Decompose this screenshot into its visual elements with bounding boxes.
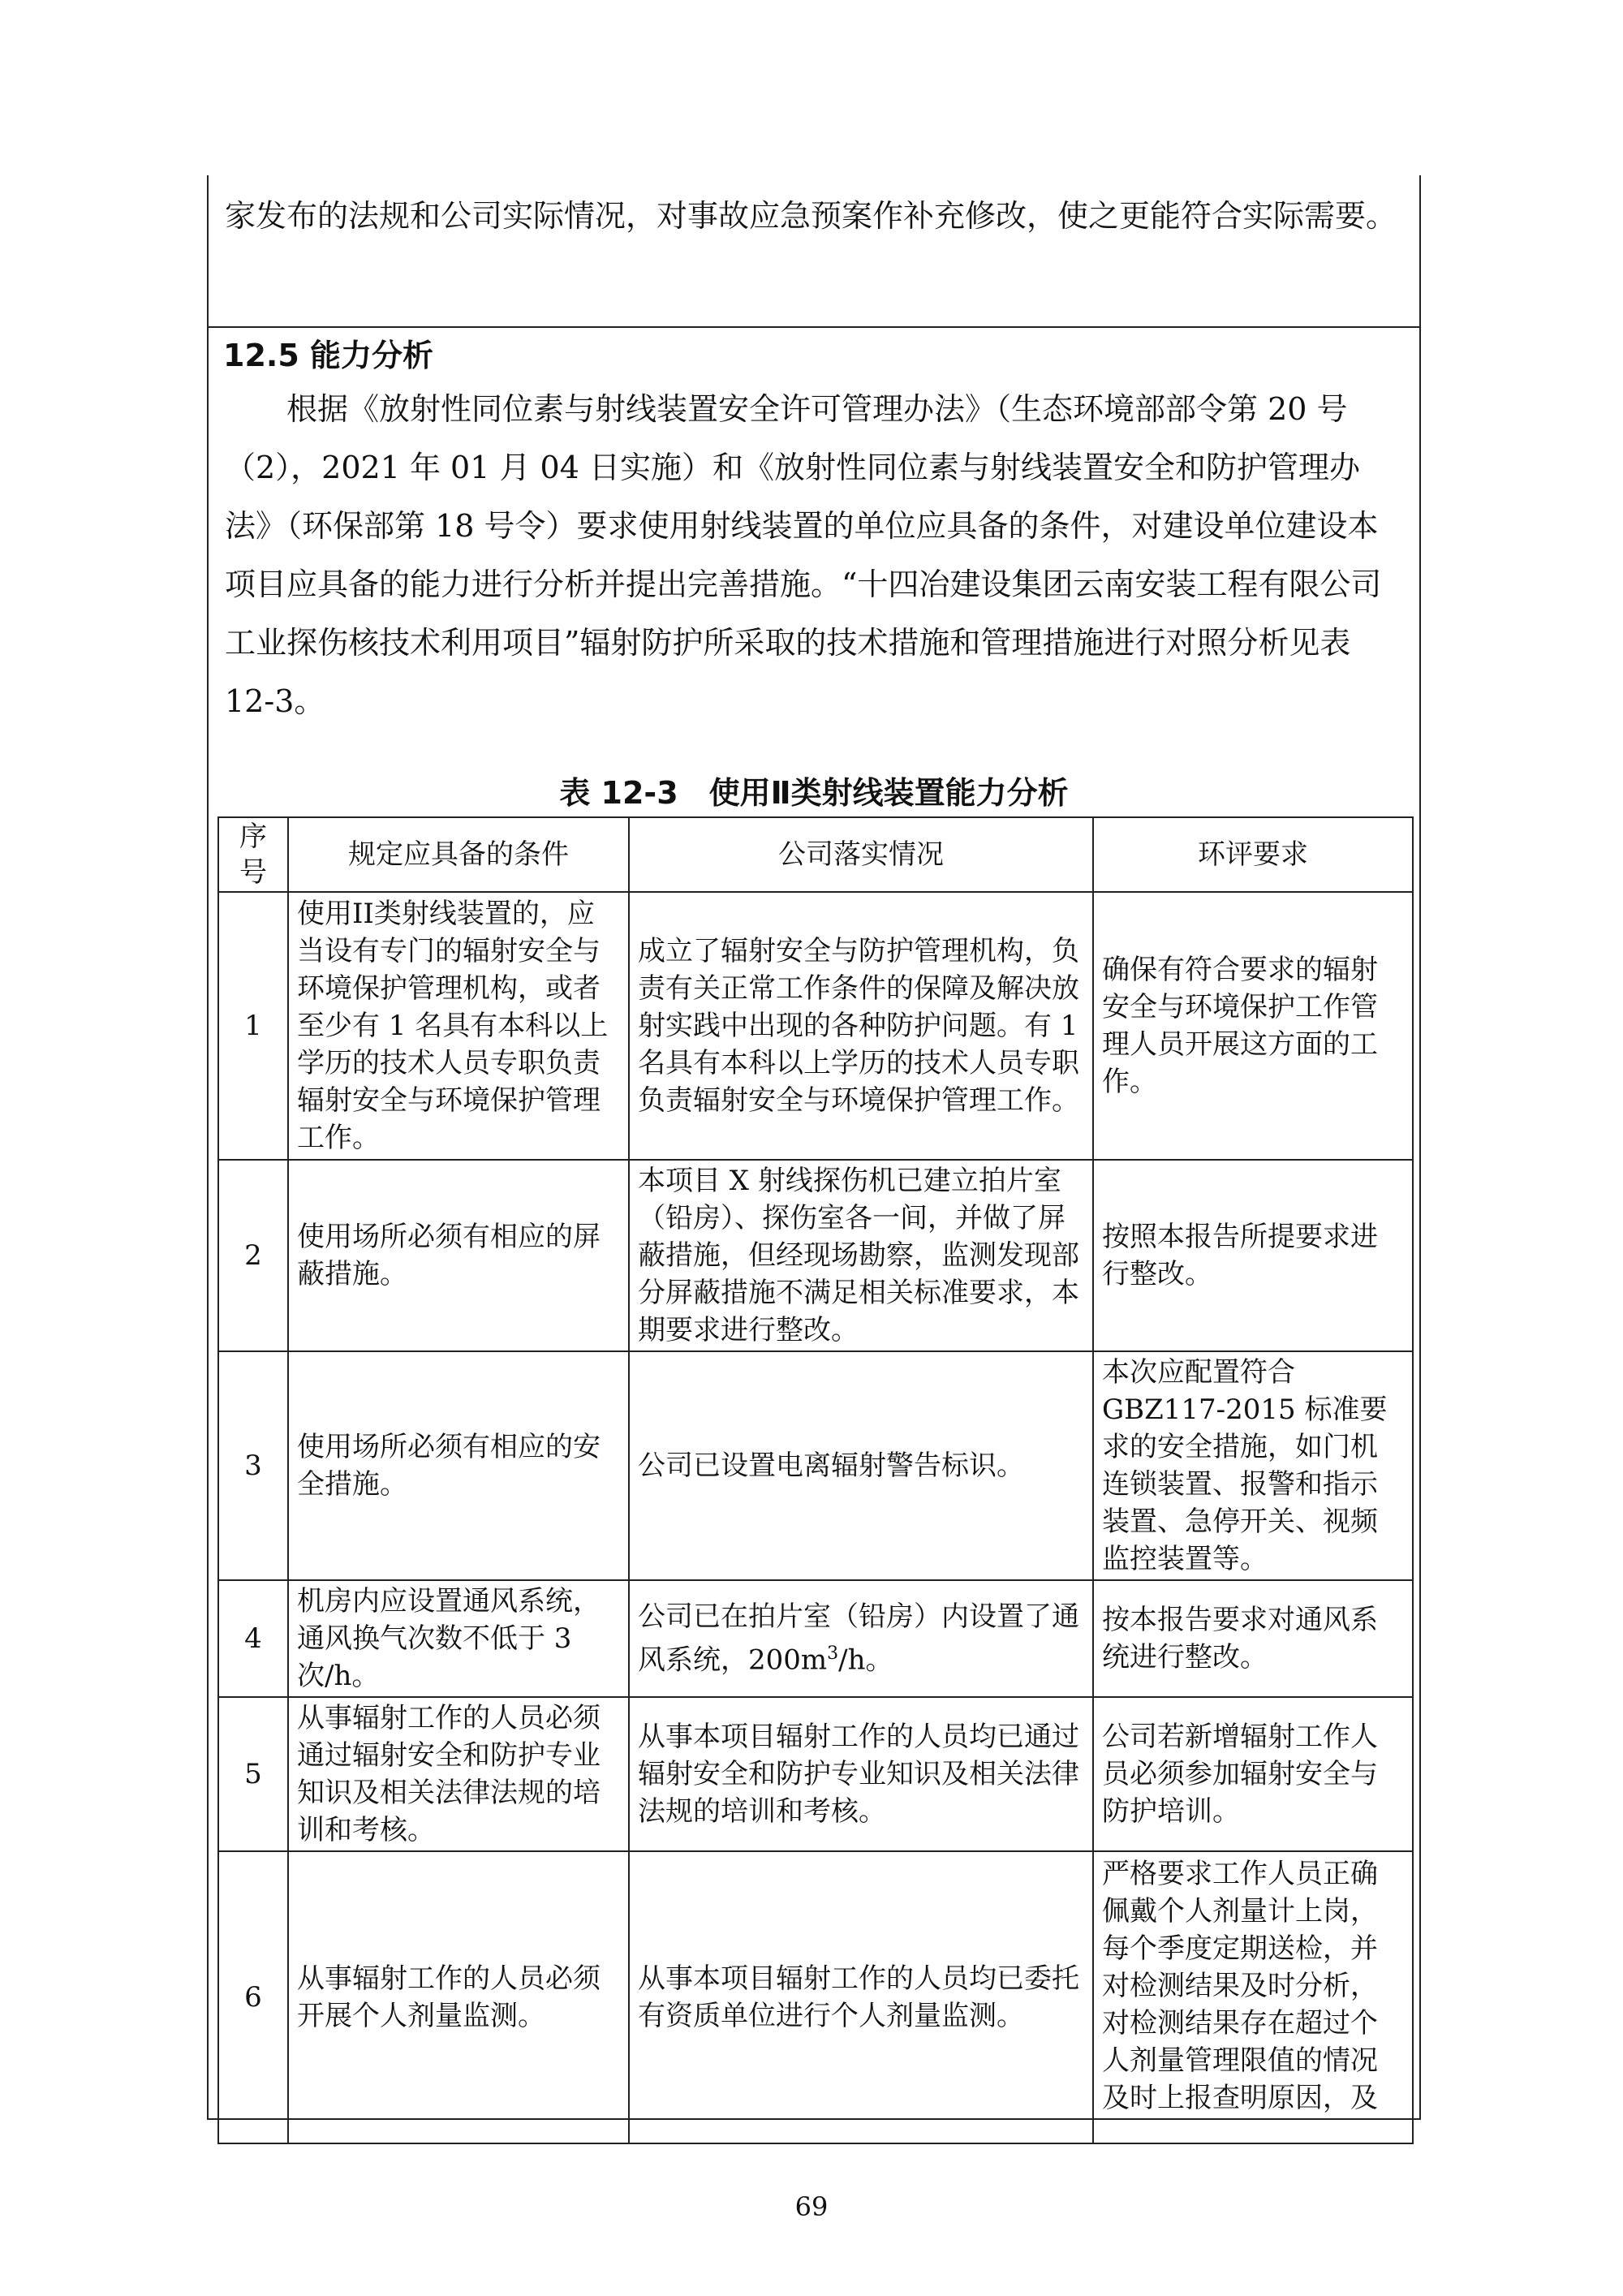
row-status: 成立了辐射安全与防护管理机构，负责有关正常工作条件的保障及解决放射实践中出现的各种防护问题。有 1 名具有本科以上学历的技术人员专职负责辐射安全与环境保护管理工作。 [629, 892, 1093, 1160]
row-requirement: 按照本报告所提要求进行整改。 [1093, 1160, 1413, 1351]
section-body-paragraph: 根据《放射性同位素与射线装置安全许可管理办法》（生态环境部部令第 20 号（2），2021 年 01 月 04 日实施）和《放射性同位素与射线装置安全和防护管理办法》（环保部第 18 号令）要求使用射线装置的单位应具备的条件，对建设单位建设本项目应具备的能力进行分析并提出完善措施。“十四冶建设集团云南安装工程有限公司工业探伤核技术利用项目”辐射防护所采取的技术措施和管理措施进行对照分析见表 12-3。 [225, 391, 1382, 719]
table-row [218, 1580, 1413, 1697]
row-requirement: 公司若新增辐射工作人员必须参加辐射安全与防护培训。 [1093, 1697, 1413, 1851]
row-requirement: 严格要求工作人员正确佩戴个人剂量计上岗，每个季度定期送检，并对检测结果及时分析，对检测结果存在超过个人剂量管理限值的情况及时上报查明原因，及 [1093, 1851, 1413, 2143]
section-heading: 12.5 能力分析 [223, 338, 433, 373]
table-title: 表 12-3 使用Ⅱ类射线装置能力分析 [559, 775, 1069, 811]
row-number: 6 [218, 1851, 288, 2143]
row-requirement: 按本报告要求对通风系统进行整改。 [1093, 1580, 1413, 1697]
status-text: 公司已在拍片室（铅房）内设置了通风系统，200m [638, 1600, 1079, 1677]
capability-section-box [207, 326, 1421, 2120]
status-unit: /h。 [838, 1643, 893, 1677]
page-number: 69 [794, 2191, 829, 2222]
continued-paragraph: 家发布的法规和公司实际情况，对事故应急预案作补充修改，使之更能符合实际需要。 [225, 198, 1397, 234]
row-number: 3 [218, 1351, 288, 1580]
table-row [218, 892, 1413, 1160]
row-status: 本项目 X 射线探伤机已建立拍片室（铅房）、探伤室各一间，并做了屏蔽措施，但经现场勘察，监测发现部分屏蔽措施不满足相关标准要求，本期要求进行整改。 [629, 1160, 1093, 1351]
capability-analysis-table [217, 816, 1414, 2144]
table-row [218, 1160, 1413, 1351]
header-number: 序号 [218, 817, 288, 892]
row-number: 5 [218, 1697, 288, 1851]
table-row [218, 1351, 1413, 1580]
row-condition: 机房内应设置通风系统，通风换气次数不低于 3 次/h。 [288, 1580, 629, 1697]
row-requirement: 确保有符合要求的辐射安全与环境保护工作管理人员开展这方面的工作。 [1093, 892, 1413, 1160]
row-requirement: 本次应配置符合 GBZ117-2015 标准要求的安全措施，如门机连锁装置、报警和指示装置、急停开关、视频监控装置等。 [1093, 1351, 1413, 1580]
superscript: 3 [827, 1643, 839, 1665]
table-header-row [218, 817, 1413, 892]
row-number: 2 [218, 1160, 288, 1351]
table-row [218, 1851, 1413, 2143]
top-text-box [207, 175, 1421, 328]
row-condition: 使用场所必须有相应的安全措施。 [288, 1351, 629, 1580]
header-status: 公司落实情况 [629, 817, 1093, 892]
table-row [218, 1697, 1413, 1851]
header-condition: 规定应具备的条件 [288, 817, 629, 892]
header-requirement: 环评要求 [1093, 817, 1413, 892]
row-condition: 使用场所必须有相应的屏蔽措施。 [288, 1160, 629, 1351]
row-condition: 使用II类射线装置的，应当设有专门的辐射安全与环境保护管理机构，或者至少有 1 名具有本科以上学历的技术人员专职负责辐射安全与环境保护管理工作。 [288, 892, 629, 1160]
row-condition: 从事辐射工作的人员必须通过辐射安全和防护专业知识及相关法律法规的培训和考核。 [288, 1697, 629, 1851]
row-condition: 从事辐射工作的人员必须开展个人剂量监测。 [288, 1851, 629, 2143]
row-number: 1 [218, 892, 288, 1160]
row-status: 从事本项目辐射工作的人员均已通过辐射安全和防护专业知识及相关法律法规的培训和考核。 [629, 1697, 1093, 1851]
row-number: 4 [218, 1580, 288, 1697]
row-status: 公司已设置电离辐射警告标识。 [629, 1351, 1093, 1580]
row-status: 从事本项目辐射工作的人员均已委托有资质单位进行个人剂量监测。 [629, 1851, 1093, 2143]
row-status [629, 1580, 1093, 1697]
